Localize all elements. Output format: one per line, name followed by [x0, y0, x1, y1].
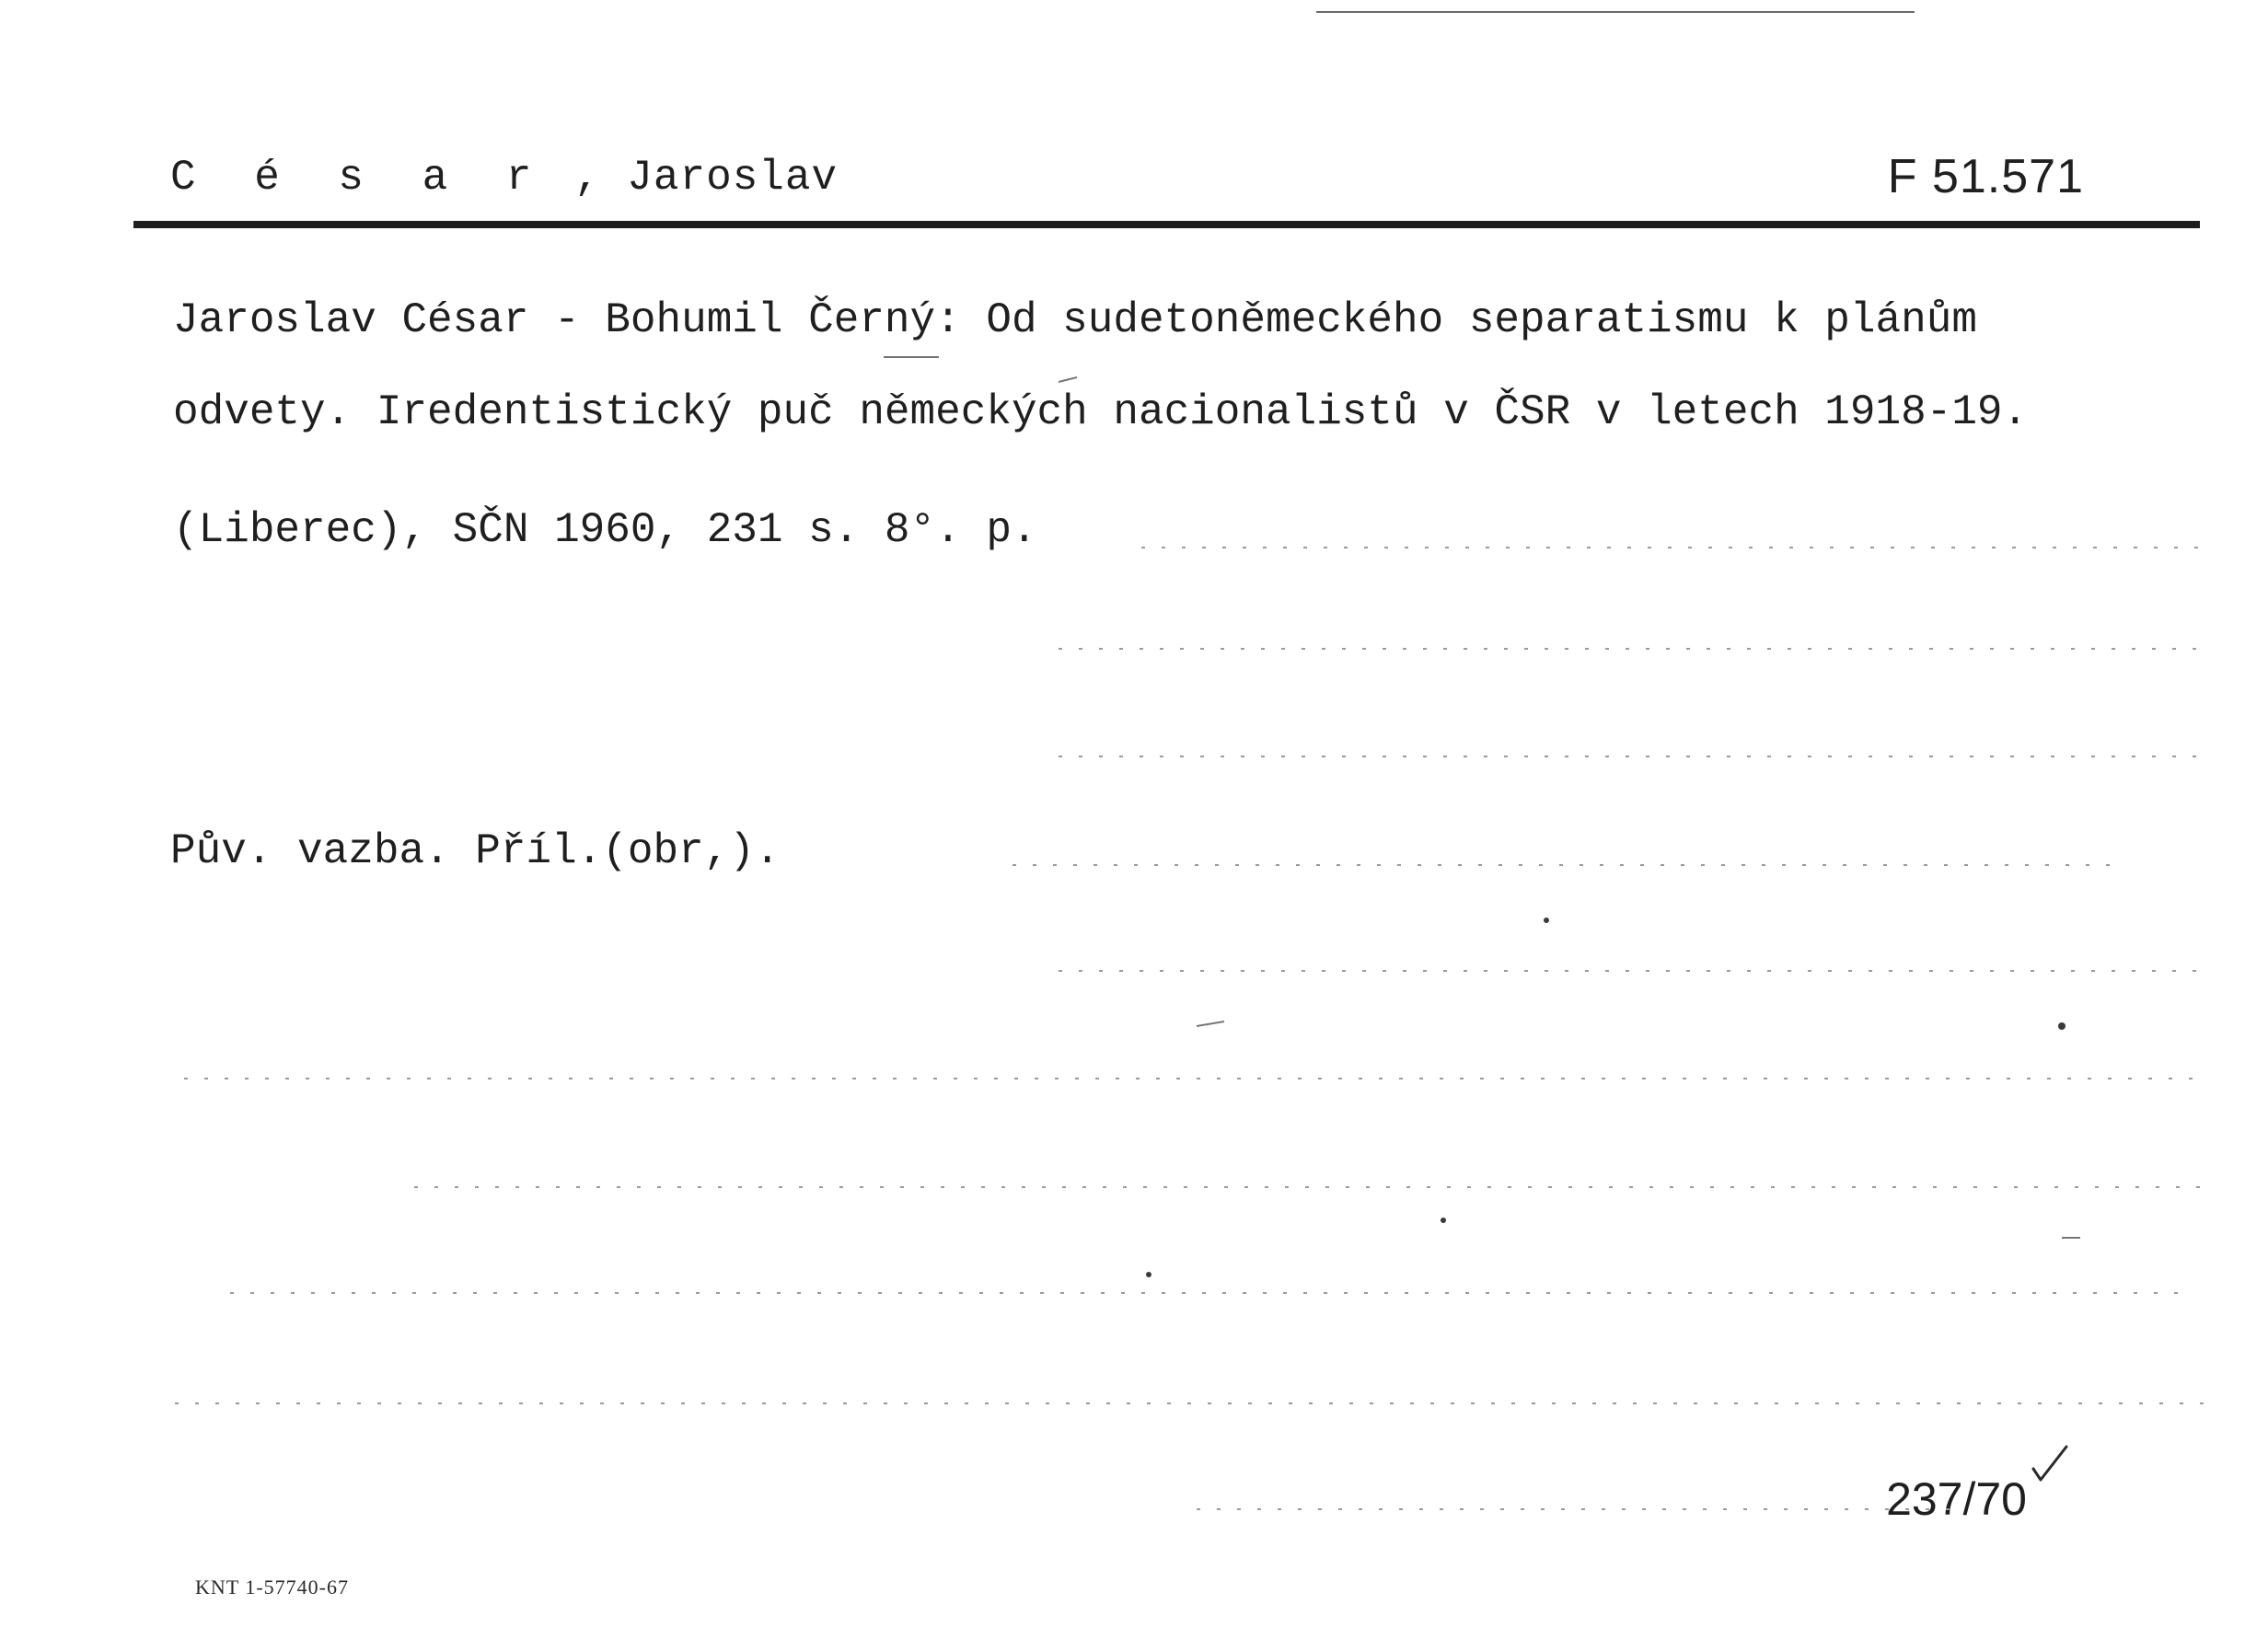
printer-imprint: KNT 1-57740-67: [195, 1576, 349, 1599]
bibliographic-line-2: odvety. Iredentistický puč německých nacionalistů v ČSR v letech 1918-19.: [173, 388, 2029, 436]
author-heading: [170, 154, 839, 202]
top-edge-rule: [1316, 11, 1915, 13]
check-mark-icon: [2030, 1443, 2070, 1483]
header-rule: [133, 221, 2200, 228]
shelfmark: F 51.571: [1887, 150, 2084, 203]
bibliographic-line-1: Jaroslav César - Bohumil Černý: Od sudetoněmeckého separatismu k plánům: [173, 296, 1977, 344]
author-separator: ,: [548, 154, 628, 202]
author-given-name: Jaroslav: [627, 154, 839, 202]
author-surname: C é s a r: [170, 154, 549, 202]
physical-note: Pův. vazba. Příl.(obr,).: [170, 827, 781, 875]
bibliographic-line-3: (Liberec), SČN 1960, 231 s. 8°. p.: [173, 506, 1037, 554]
accession-number: 237/70: [1886, 1473, 2027, 1525]
